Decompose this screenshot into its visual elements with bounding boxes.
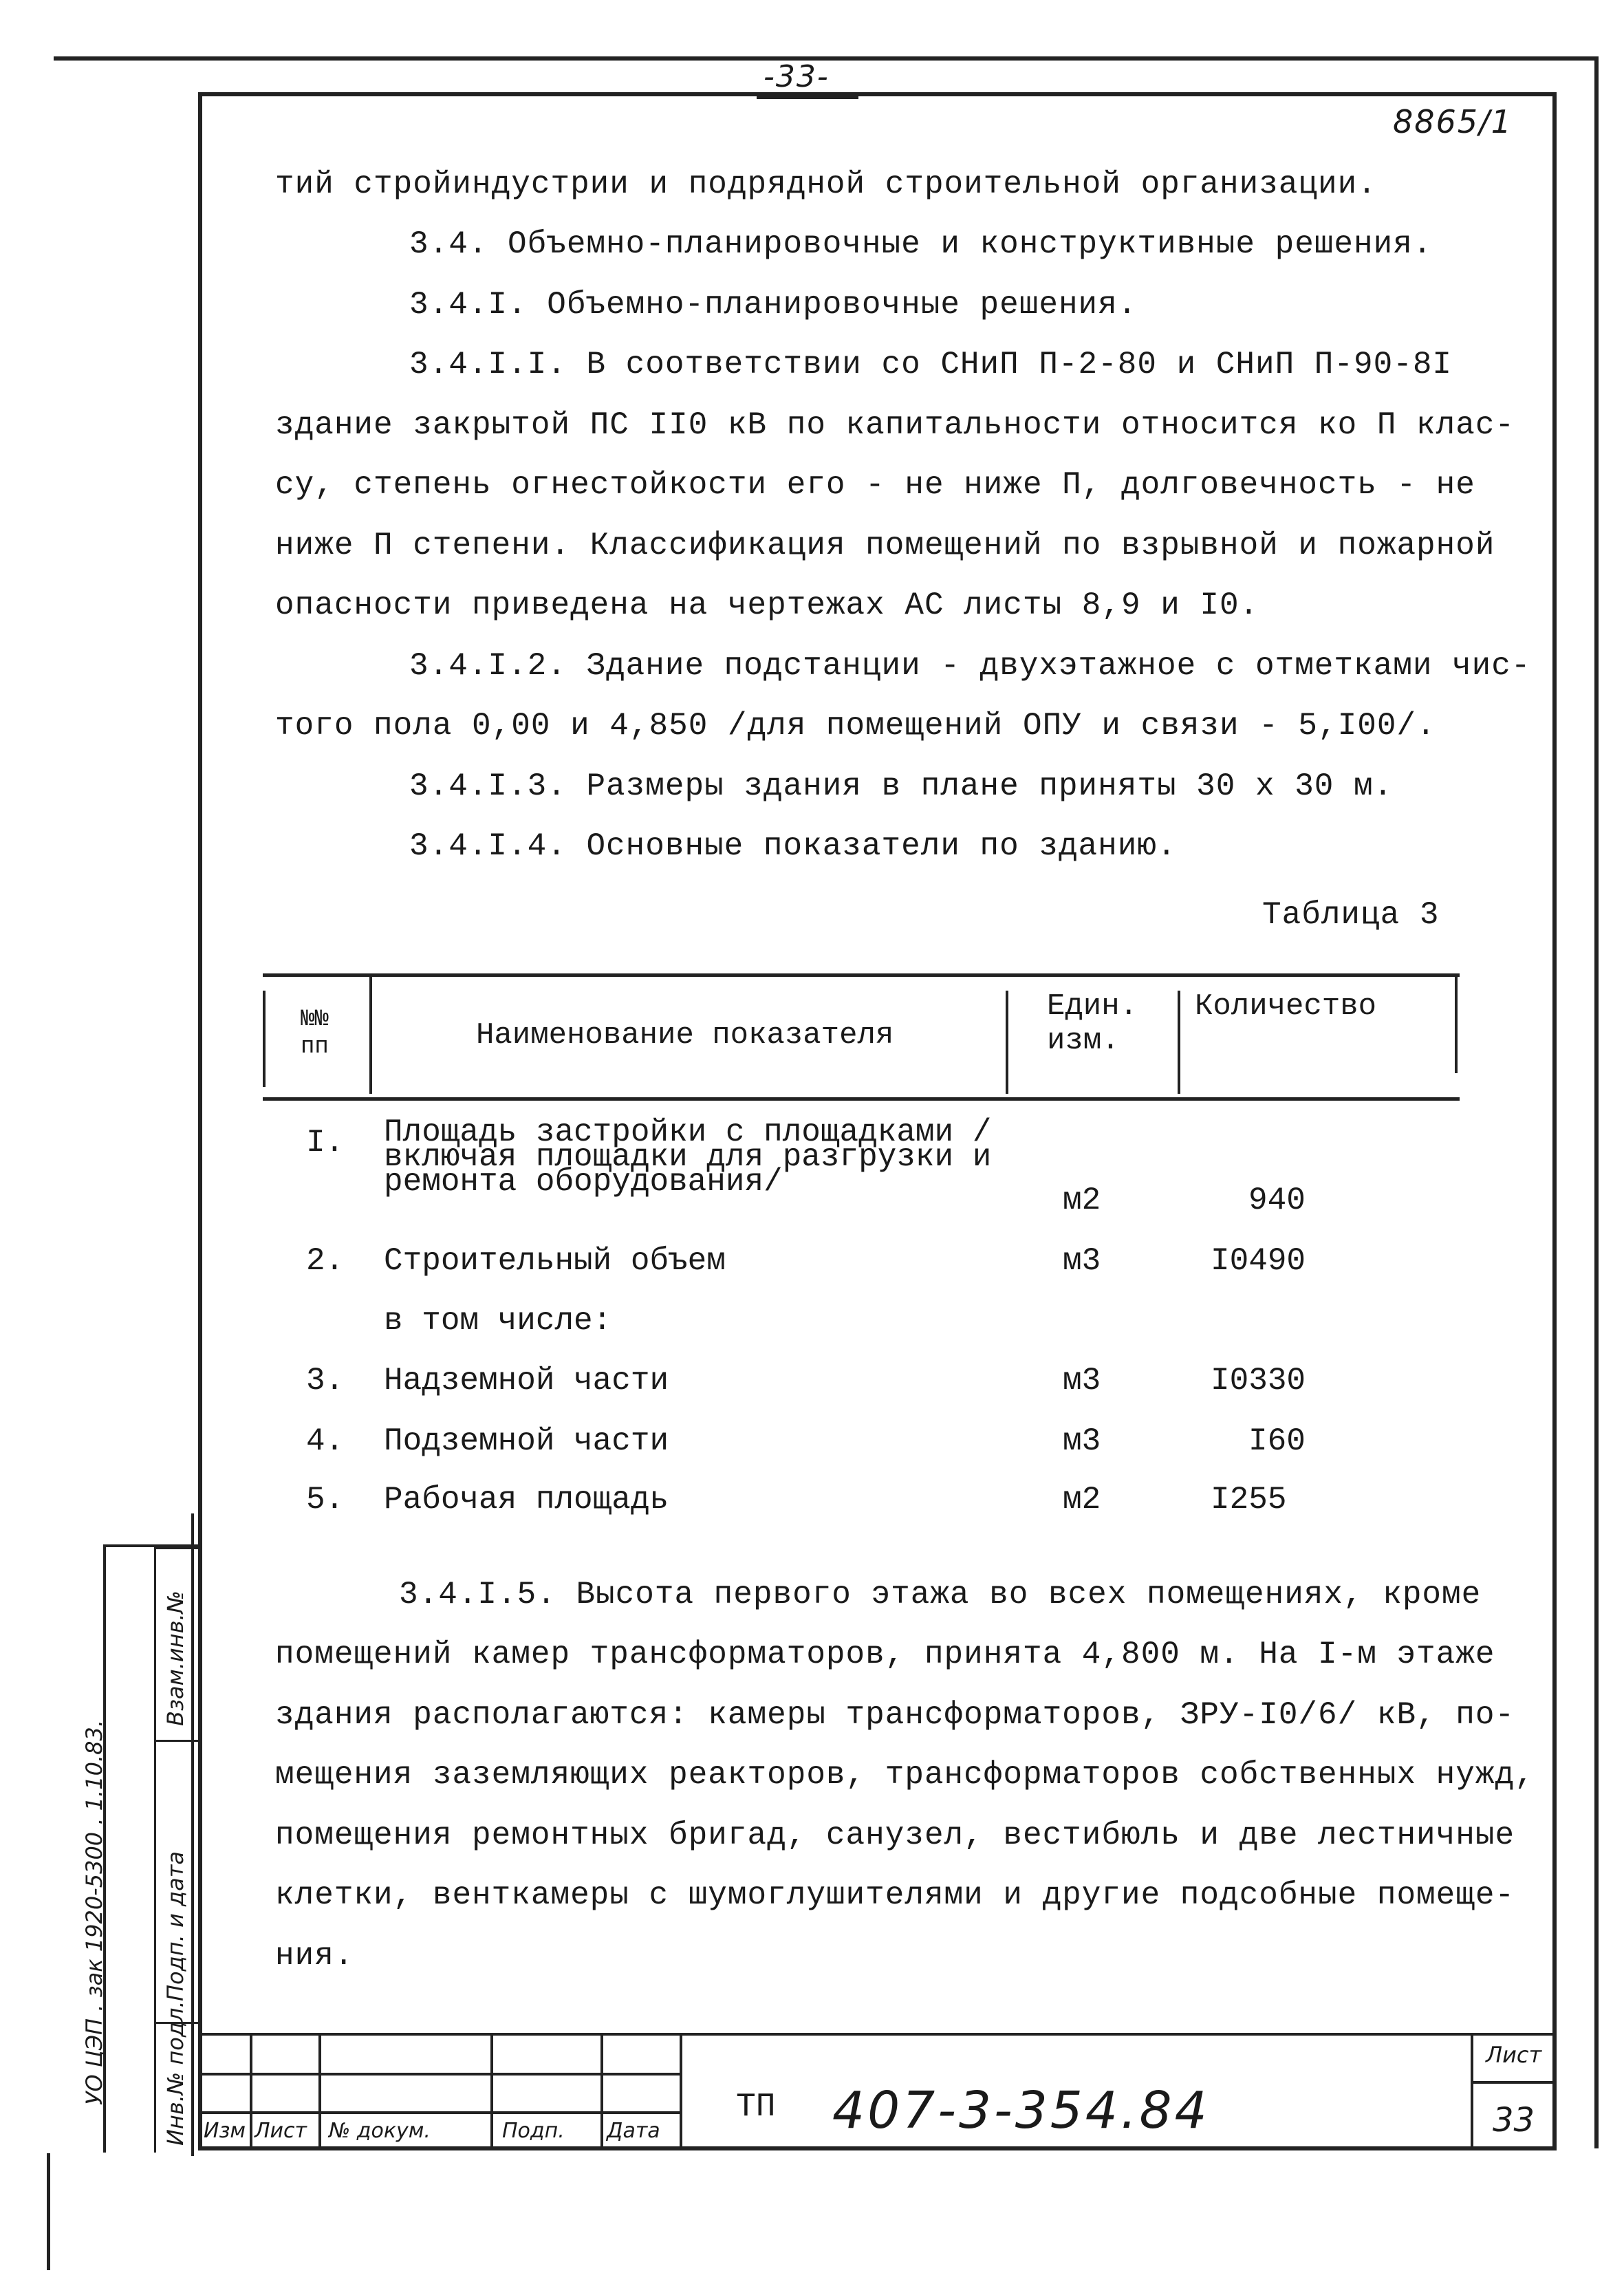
body-line: здания располагаются: камеры трансформаторов, ЗРУ-I0/6/ кВ, по- (275, 1697, 1515, 1733)
tb-line (318, 2033, 321, 2150)
col-header-qty: Количество (1195, 989, 1377, 1024)
col-header-num: №№ пп (301, 1006, 329, 1060)
table-caption: Таблица 3 (1262, 897, 1440, 933)
tb-label-data: Дата (607, 2119, 660, 2143)
tb-line (250, 2033, 252, 2150)
stamp-divider (154, 1547, 156, 2153)
frame-edge-mark (47, 2153, 50, 2270)
stamp-podp-data: Подп. и дата (162, 1851, 188, 2001)
body-line: 3.4.I.2. Здание подстанции - двухэтажное с отметками чис- (409, 648, 1531, 684)
table-row-unit: м3 (1063, 1423, 1101, 1459)
tb-line (490, 2033, 493, 2150)
page-number: -33- (764, 59, 830, 94)
tb-prefix: ТП (736, 2089, 776, 2126)
tb-label-podp: Подп. (502, 2119, 565, 2143)
archive-note: УО ЦЭП . зак 1920-5300 . 1.10.83. (81, 1720, 107, 2105)
tb-line (1471, 2081, 1557, 2084)
side-stamp (103, 1544, 202, 2153)
table-header (263, 973, 1460, 1101)
body-line: 3.4.I.3. Размеры здания в плане приняты 30 х 30 м. (409, 768, 1394, 804)
tb-line (1471, 2033, 1473, 2150)
table-row-qty: 940 (1248, 1183, 1306, 1218)
tb-label-list: Лист (255, 2119, 307, 2143)
body-line: помещений камер трансформаторов, принята 4,800 м. На I-м этаже (275, 1637, 1495, 1672)
tb-line (198, 2073, 680, 2075)
table-col-divider (1006, 991, 1008, 1094)
table-row-unit: м3 (1063, 1363, 1101, 1399)
table-border-left (263, 991, 266, 1087)
stamp-divider (154, 1740, 202, 1742)
body-line: ниже П степени. Классификация помещений по взрывной и пожарной (275, 528, 1495, 563)
table-col-divider (369, 977, 372, 1094)
page-number-underline (757, 96, 858, 99)
body-line: мещения заземляющих реакторов, трансформаторов собственных нужд, (275, 1757, 1535, 1793)
tb-label-izm: Изм (204, 2119, 246, 2143)
table-row-qty: I255 (1211, 1482, 1287, 1518)
table-row-num: I. (306, 1125, 345, 1161)
col-header-name: Наименование показателя (476, 1018, 894, 1053)
body-line: 3.4.I.5. Высота первого этажа во всех помещениях, кроме (399, 1577, 1482, 1613)
table-row-unit: м2 (1063, 1482, 1101, 1518)
body-line: того пола 0,00 и 4,850 /для помещений ОПУ и связи - 5,I00/. (275, 708, 1436, 744)
table-row-name: Подземной части (384, 1423, 669, 1459)
table-row-qty: I0490 (1211, 1243, 1306, 1279)
body-line: помещения ремонтных бригад, санузел, вестибюль и две лестничные (275, 1818, 1515, 1853)
stamp-vzam-inv: Взам.инв.№ (162, 1591, 188, 1726)
tb-label-doc: № докум. (329, 2119, 431, 2143)
table-row-name: Площадь застройки с площадками /включая площадки для разгрузки и ремонта оборудования/ (384, 1114, 992, 1200)
table-row-num: 3. (306, 1363, 345, 1399)
body-line: ния. (275, 1938, 354, 1974)
sheet-label: Лист (1486, 2042, 1542, 2068)
table-border-right (1455, 977, 1458, 1073)
table-row-num: 4. (306, 1423, 345, 1459)
table-col-divider (1178, 991, 1180, 1094)
table-row-qty: I60 (1248, 1423, 1306, 1459)
body-line: су, степень огнестойкости его - не ниже П, долговечность - не (275, 467, 1475, 503)
table-row-name: Надземной части (384, 1363, 669, 1399)
col-header-unit: Един. изм. (1047, 989, 1138, 1058)
body-line: 3.4.I.4. Основные показатели по зданию. (409, 828, 1177, 864)
section-heading: 3.4. Объемно-планировочные и конструктивные решения. (409, 226, 1433, 262)
sheet-number: 33 (1493, 2101, 1535, 2139)
tb-line (680, 2033, 682, 2150)
table-row-num: 5. (306, 1482, 345, 1518)
body-line: тий стройиндустрии и подрядной строительной организации. (275, 166, 1377, 202)
subsection-heading: 3.4.I. Объемно-планировочные решения. (409, 287, 1138, 323)
table-row-num: 2. (306, 1243, 345, 1279)
body-line: 3.4.I.I. В соответствии со СНиП П-2-80 и СНиП П-90-8I (409, 347, 1453, 382)
table-row-name: Строительный объем (384, 1243, 726, 1279)
table-row-qty: I0330 (1211, 1363, 1306, 1399)
document-code: 407-3-354.84 (832, 2081, 1210, 2140)
stamp-inv-podl: Инв.№ подл. (162, 2001, 188, 2146)
tb-line (198, 2033, 1557, 2036)
table-row-name: в том числе: (384, 1303, 612, 1339)
body-line: здание закрытой ПС II0 кВ по капитальности относится ко П клас- (275, 407, 1515, 443)
stamp-divider (154, 1547, 202, 1549)
body-line: опасности приведена на чертежах АС листы 8,9 и I0. (275, 587, 1259, 623)
inventory-number: 8865/1 (1393, 103, 1513, 140)
tb-line (600, 2033, 603, 2150)
table-row-name: Рабочая площадь (384, 1482, 669, 1518)
table-row-unit: м2 (1063, 1183, 1101, 1218)
body-line: клетки, венткамеры с шумоглушителями и другие подсобные помеще- (275, 1877, 1515, 1913)
tb-line (198, 2111, 680, 2114)
table-row-unit: м3 (1063, 1243, 1101, 1279)
